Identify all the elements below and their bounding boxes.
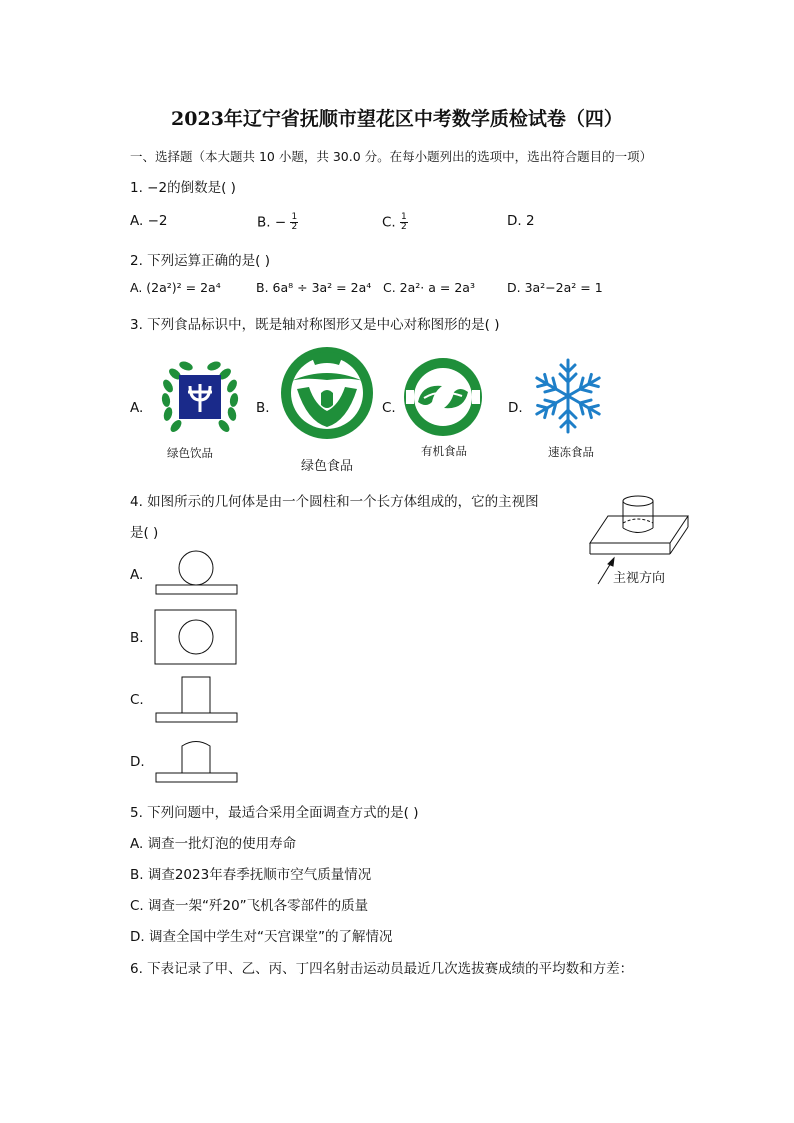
q5-option-b[interactable]: B. 调查2023年春季抚顺市空气质量情况 — [130, 867, 372, 883]
q2-option-c[interactable]: C. 2a²· a = 2a³ — [383, 280, 475, 295]
section-heading: 一、选择题（本大题共 10 小题，共 30.0 分。在每小题列出的选项中，选出符合题目的一项） — [130, 149, 653, 164]
q1-option-c[interactable] — [382, 213, 408, 232]
fraction-denominator: 2 — [401, 222, 407, 232]
q1-option-c-fraction — [400, 213, 408, 232]
q1-option-b[interactable] — [257, 213, 298, 232]
q5-option-c[interactable]: C. 调查一架“歼20”飞机各零部件的质量 — [130, 898, 369, 914]
q4-option-a[interactable]: A. — [130, 567, 144, 583]
q3-option-c[interactable]: C. — [382, 400, 396, 416]
q2-option-d[interactable]: D. 3a²−2a² = 1 — [507, 280, 603, 295]
q1-option-c-label: C. — [382, 214, 396, 231]
q1-stem: 1. −2的倒数是( ) — [130, 180, 236, 196]
q3-stem: 3. 下列食品标识中，既是轴对称图形又是中心对称图形的是( ) — [130, 317, 500, 333]
q6-stem: 6. 下表记录了甲、乙、丙、丁四名射击运动员最近几次选拔赛成绩的平均数和方差： — [130, 961, 634, 977]
q1-option-b-fraction — [290, 213, 298, 232]
q4-option-d-figure — [155, 736, 239, 786]
fraction-numerator: 1 — [401, 212, 407, 222]
q3-caption-d: 速冻食品 — [548, 445, 594, 459]
q4-option-c-figure — [155, 676, 239, 724]
q5-option-d[interactable]: D. 调查全国中学生对“天宫课堂”的了解情况 — [130, 929, 393, 945]
view-direction-label: 主视方向 — [613, 571, 666, 586]
q4-option-a-figure — [155, 548, 239, 596]
q2-option-a[interactable]: A. (2a²)² = 2a⁴ — [130, 280, 221, 295]
snowflake-logo-icon — [532, 356, 604, 436]
q3-option-b[interactable]: B. — [256, 400, 270, 416]
q4-stem-line2: 是( ) — [130, 525, 159, 541]
q3-caption-b: 绿色食品 — [301, 459, 354, 474]
q1-option-d[interactable]: D. 2 — [507, 213, 535, 229]
q2-stem: 2. 下列运算正确的是( ) — [130, 253, 270, 269]
organic-food-logo-icon — [404, 358, 482, 436]
q3-caption-a: 绿色饮品 — [167, 446, 213, 460]
fraction-denominator: 2 — [291, 222, 298, 232]
q1-option-b-label: B. − — [257, 214, 287, 231]
q4-option-c[interactable]: C. — [130, 692, 144, 708]
q4-option-b[interactable]: B. — [130, 630, 144, 646]
q4-stem-line1: 4. 如图所示的几何体是由一个圆柱和一个长方体组成的，它的主视图 — [130, 494, 539, 510]
q5-option-a[interactable]: A. 调查一批灯泡的使用寿命 — [130, 836, 297, 852]
green-food-logo-icon — [281, 347, 373, 439]
q3-option-a[interactable]: A. — [130, 400, 144, 416]
fraction-numerator: 1 — [291, 212, 298, 222]
q3-caption-c: 有机食品 — [421, 444, 467, 458]
q5-stem: 5. 下列问题中，最适合采用全面调查方式的是( ) — [130, 805, 419, 821]
q4-option-d[interactable]: D. — [130, 754, 145, 770]
q3-option-d[interactable]: D. — [508, 400, 523, 416]
green-drink-logo-icon — [157, 358, 243, 438]
q2-option-b[interactable]: B. 6a⁸ ÷ 3a² = 2a⁴ — [256, 280, 372, 295]
q4-option-b-figure — [154, 609, 238, 666]
q1-option-a[interactable]: A. −2 — [130, 213, 168, 229]
page-title: 2023年辽宁省抚顺市望花区中考数学质检试卷（四） — [171, 108, 623, 130]
